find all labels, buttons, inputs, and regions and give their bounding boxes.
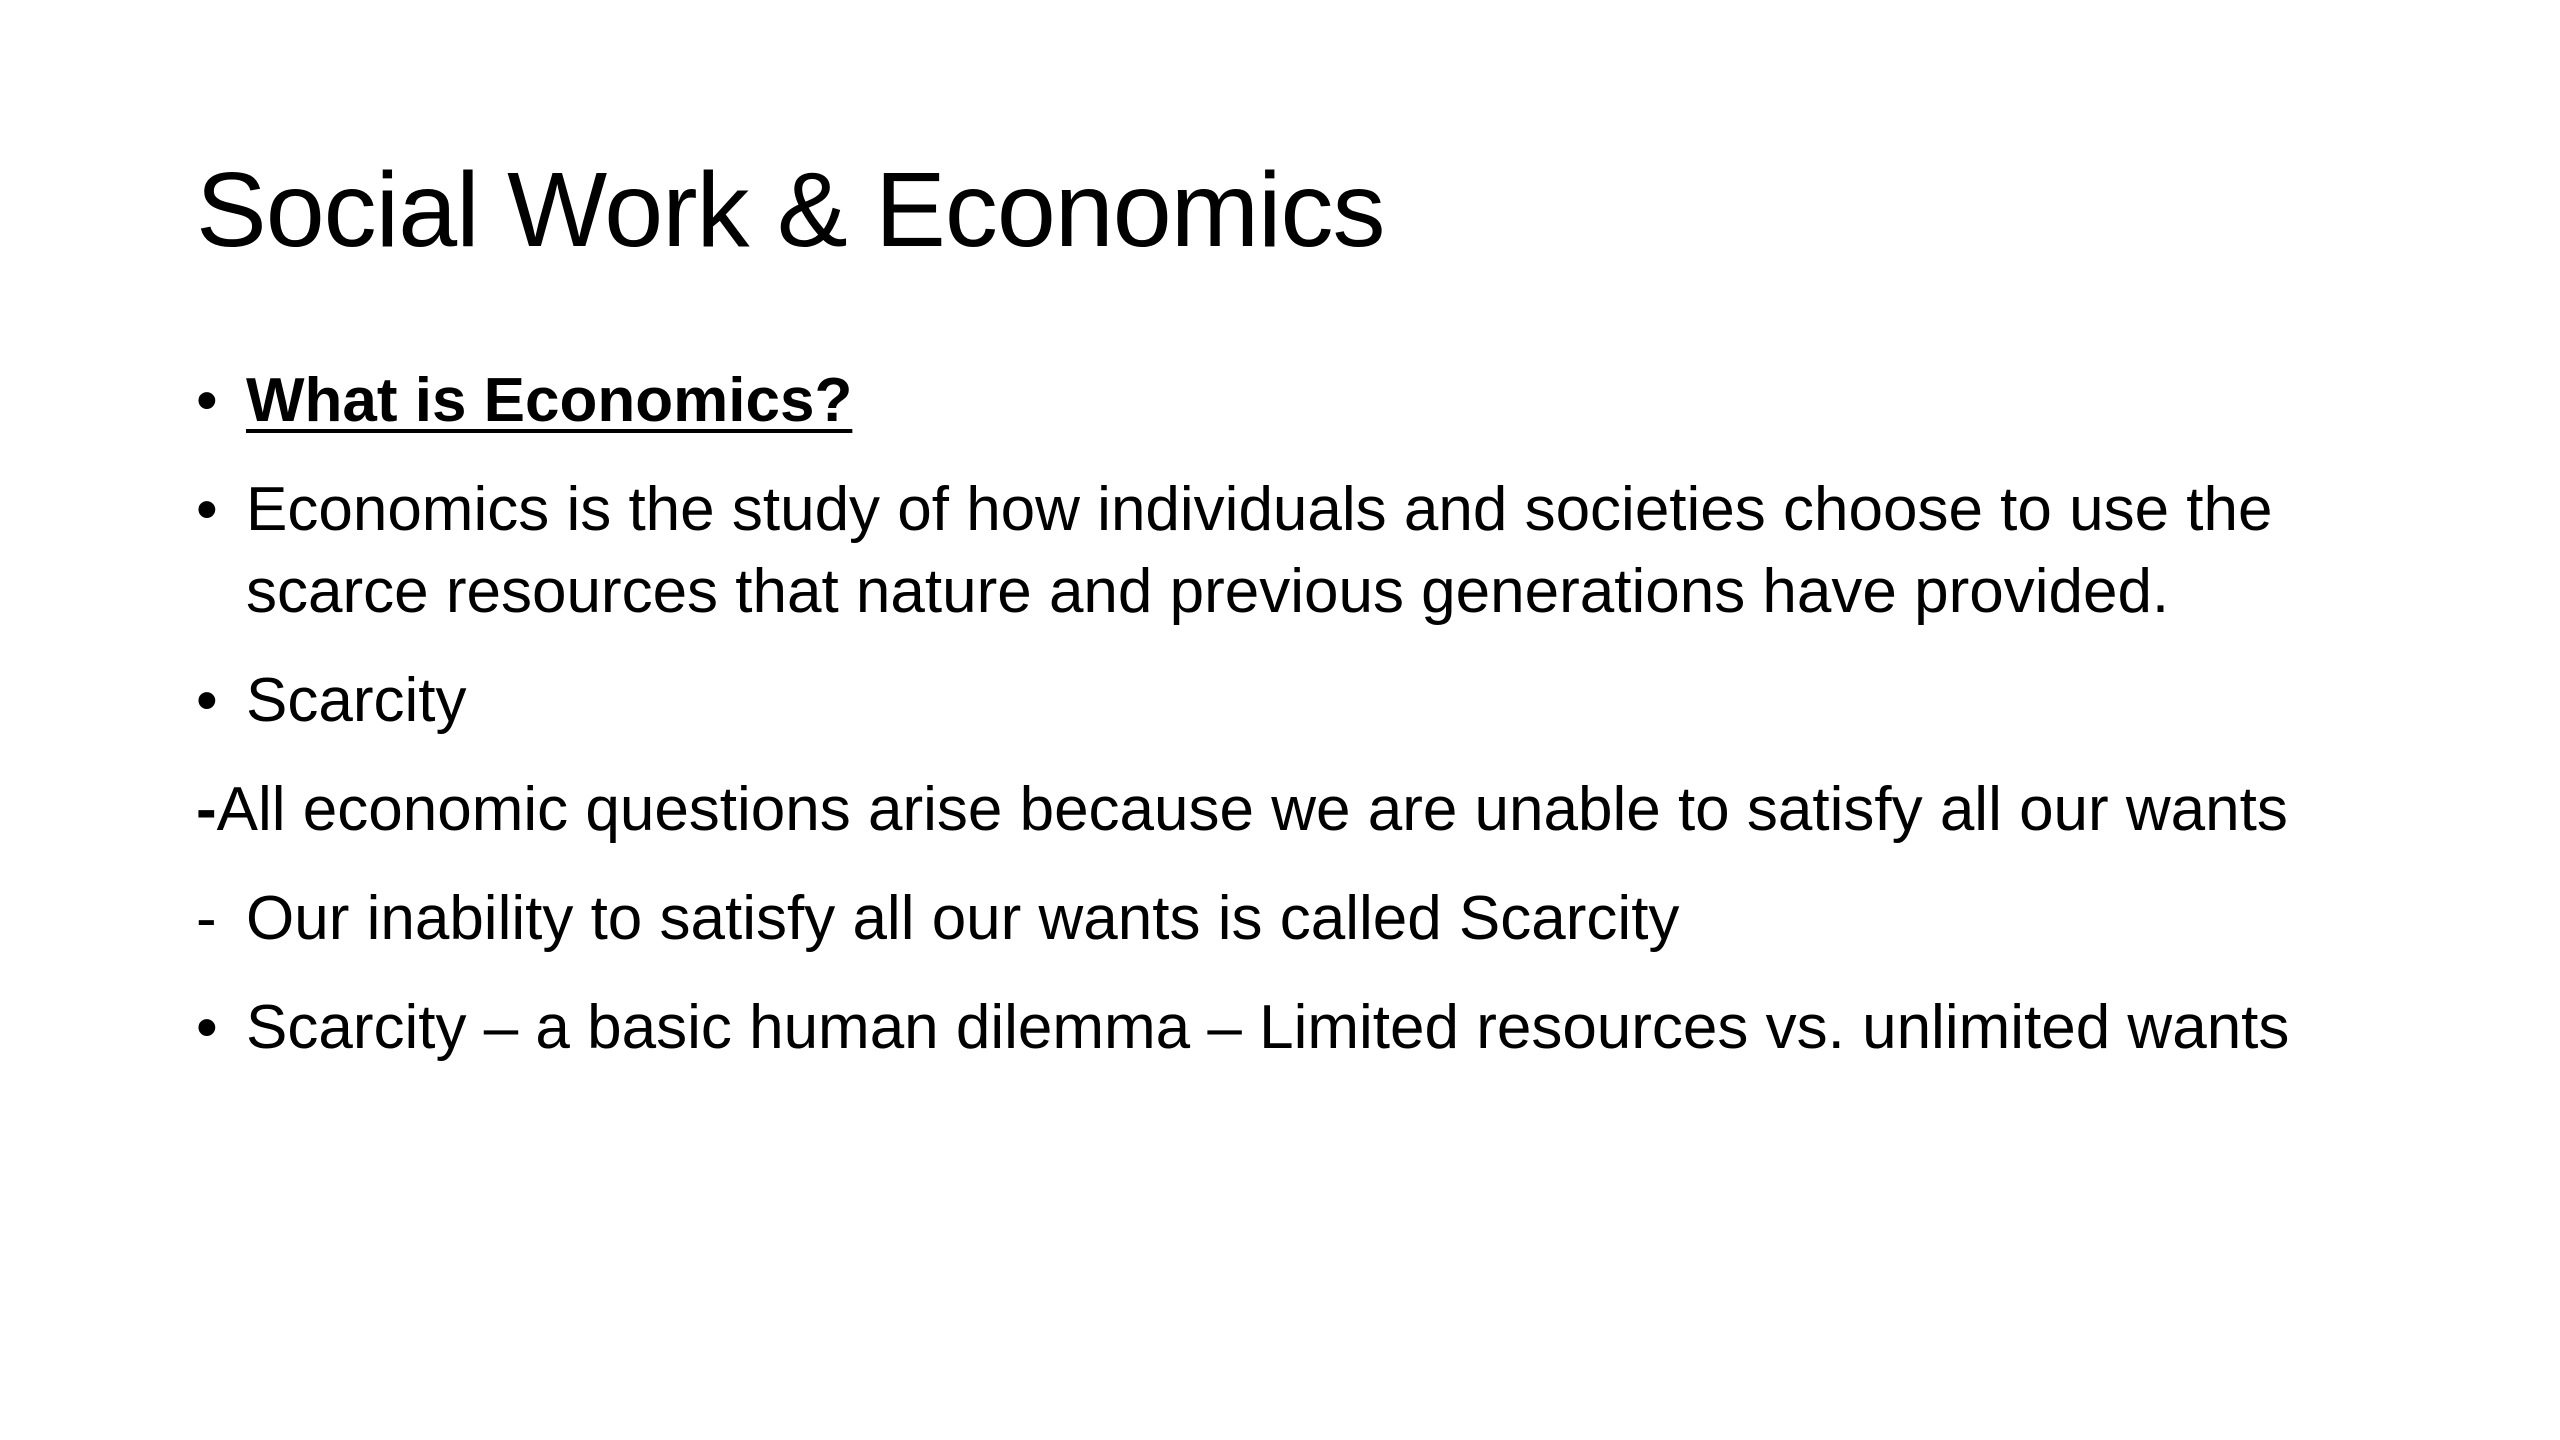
bullet-marker: • [196,475,218,544]
bullet-text: Scarcity – a basic human dilemma – Limited resources vs. unlimited wants [246,993,2290,1062]
bullet-what-is-economics [196,360,2416,442]
paragraph-economic-questions [196,769,2416,851]
dash-item-text: Our inability to satisfy all our wants is called Scarcity [246,884,1680,953]
bullet-text: Economics is the study of how individuals and societies choose to use the scarce resources that nature and previous generations have provided. [246,475,2273,626]
bullet-text: What is Economics? [246,366,853,435]
dash-marker: - [196,775,217,844]
bullet-marker: • [196,993,218,1062]
dash-marker: - [196,884,217,953]
bullet-marker: • [196,366,218,435]
paragraph-text: All economic questions arise because we are unable to satisfy all our wants [216,775,2288,844]
bullet-marker: • [196,666,218,735]
slide-body [196,360,2416,1096]
dash-item-scarcity-definition [196,878,2416,960]
bullet-economics-definition [196,469,2416,633]
slide-title: Social Work & Economics [196,151,1385,269]
bullet-scarcity-dilemma [196,987,2416,1069]
bullet-scarcity [196,660,2416,742]
bullet-text: Scarcity [246,666,467,735]
